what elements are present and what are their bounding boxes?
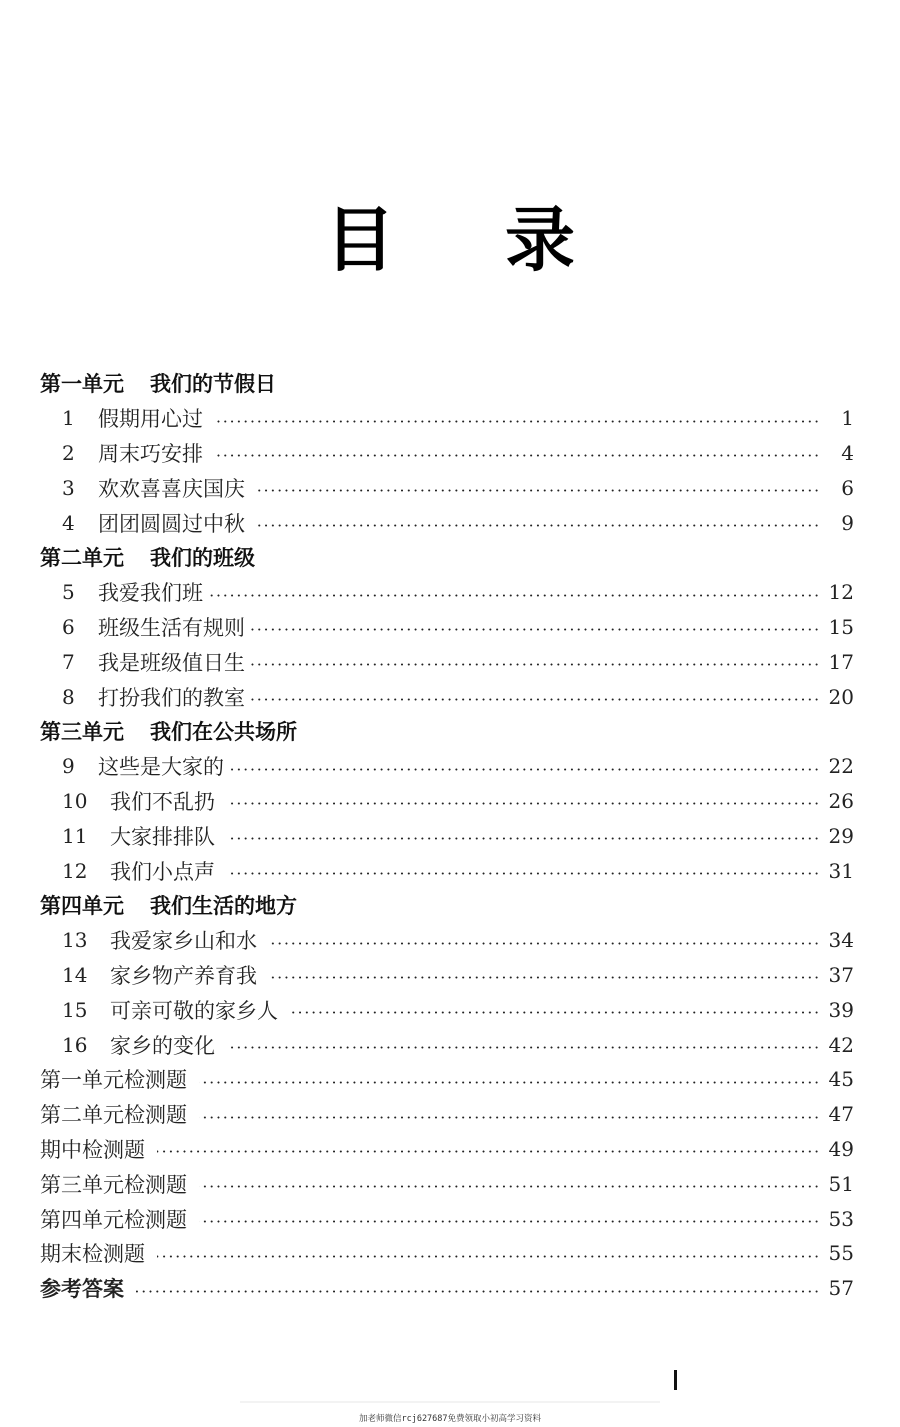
page-number: 17	[828, 649, 854, 674]
toc-entry-lesson-16[interactable]	[40, 1027, 854, 1062]
answers-title: 参考答案	[40, 1277, 124, 1302]
toc-entry-lesson-2[interactable]	[40, 436, 854, 471]
dot-leader	[215, 420, 820, 423]
page-number: 4	[841, 440, 854, 465]
toc-entry-lesson-14[interactable]	[40, 958, 854, 993]
unit-name: 我们的节假日	[150, 372, 276, 397]
lesson-title: 可亲可敬的家乡人	[110, 998, 278, 1023]
toc-entry-lesson-15[interactable]	[40, 992, 854, 1027]
unit-heading-2[interactable]	[40, 540, 854, 575]
lesson-title: 班级生活有规则	[98, 615, 245, 640]
dot-leader	[227, 837, 820, 840]
toc-entry-test-midterm[interactable]	[40, 1132, 854, 1167]
dot-leader	[209, 594, 820, 597]
toc-entry-test-unit-1[interactable]	[40, 1062, 854, 1097]
toc-entry-lesson-9[interactable]	[40, 749, 854, 784]
lesson-number: 3	[62, 475, 75, 500]
unit-heading-1[interactable]	[40, 366, 854, 401]
lesson-title: 我们小点声	[110, 859, 215, 884]
unit-name: 我们在公共场所	[150, 720, 297, 745]
page-number: 22	[828, 754, 854, 779]
dot-leader	[257, 489, 820, 492]
dot-leader	[199, 1220, 820, 1223]
toc-entry-lesson-13[interactable]	[40, 923, 854, 958]
toc-entry-test-unit-3[interactable]	[40, 1166, 854, 1201]
lesson-number: 4	[62, 510, 75, 535]
lesson-title: 打扮我们的教室	[98, 685, 245, 710]
dot-leader	[199, 1116, 820, 1119]
page-number: 12	[828, 580, 854, 605]
page-number: 31	[828, 858, 854, 883]
lesson-title: 这些是大家的	[98, 755, 224, 780]
toc-entry-lesson-12[interactable]	[40, 853, 854, 888]
dot-leader	[269, 976, 820, 979]
lesson-number: 13	[62, 928, 88, 953]
lesson-number: 5	[62, 580, 75, 605]
lesson-number: 9	[62, 754, 75, 779]
unit-label: 第二单元	[40, 546, 124, 571]
page-number: 53	[828, 1206, 854, 1231]
page-number: 51	[828, 1171, 854, 1196]
lesson-title: 周末巧安排	[98, 441, 203, 466]
dot-leader	[227, 1046, 820, 1049]
page-edge-mark	[674, 1370, 677, 1390]
dot-leader	[199, 1081, 820, 1084]
lesson-title: 团团圆圆过中秋	[98, 511, 245, 536]
test-title: 第三单元检测题	[40, 1172, 187, 1197]
table-of-contents	[40, 366, 854, 1306]
lesson-title: 家乡的变化	[110, 1033, 215, 1058]
dot-leader	[136, 1290, 820, 1293]
page-number: 49	[828, 1136, 854, 1161]
page-number: 42	[828, 1032, 854, 1057]
page-number: 34	[828, 928, 854, 953]
dot-leader	[215, 454, 820, 457]
lesson-title: 我爱我们班	[98, 581, 203, 606]
toc-entry-lesson-8[interactable]	[40, 679, 854, 714]
page-number: 39	[828, 997, 854, 1022]
page-number: 15	[828, 614, 854, 639]
page-number: 45	[828, 1067, 854, 1092]
page-number: 1	[841, 406, 854, 431]
lesson-number: 7	[62, 649, 75, 674]
dot-leader	[251, 698, 820, 701]
toc-entry-test-unit-4[interactable]	[40, 1201, 854, 1236]
lesson-number: 1	[62, 406, 75, 431]
lesson-title: 我爱家乡山和水	[110, 929, 257, 954]
toc-entry-lesson-6[interactable]	[40, 610, 854, 645]
dot-leader	[251, 628, 820, 631]
lesson-title: 大家排排队	[110, 824, 215, 849]
faint-scan-line	[240, 1401, 660, 1403]
lesson-title: 我是班级值日生	[98, 650, 245, 675]
page-number: 29	[828, 823, 854, 848]
dot-leader	[290, 1011, 820, 1014]
unit-label: 第一单元	[40, 372, 124, 397]
test-title: 期中检测题	[40, 1137, 145, 1162]
page-title	[0, 200, 900, 280]
unit-heading-3[interactable]	[40, 714, 854, 749]
unit-name: 我们的班级	[150, 546, 255, 571]
toc-entry-answers[interactable]	[40, 1271, 854, 1306]
lesson-title: 假期用心过	[98, 407, 203, 432]
dot-leader	[157, 1255, 820, 1258]
lesson-number: 11	[62, 823, 88, 848]
unit-label: 第三单元	[40, 720, 124, 745]
dot-leader	[157, 1150, 820, 1153]
toc-entry-test-unit-2[interactable]	[40, 1097, 854, 1132]
lesson-number: 6	[62, 614, 75, 639]
lesson-title: 欢欢喜喜庆国庆	[98, 476, 245, 501]
page-number: 57	[828, 1276, 854, 1301]
unit-label: 第四单元	[40, 894, 124, 919]
title-char-2: 录	[505, 199, 575, 281]
lesson-number: 2	[62, 440, 75, 465]
page-number: 20	[828, 684, 854, 709]
footer-watermark: 加老师微信rcj627687免费领取小初高学习资料	[358, 1414, 542, 1424]
lesson-title: 家乡物产养育我	[110, 963, 257, 988]
toc-entry-lesson-11[interactable]	[40, 818, 854, 853]
toc-entry-lesson-5[interactable]	[40, 575, 854, 610]
page-number: 9	[841, 510, 854, 535]
test-title: 第四单元检测题	[40, 1207, 187, 1232]
page-number: 47	[828, 1102, 854, 1127]
lesson-number: 14	[62, 962, 88, 987]
toc-entry-lesson-10[interactable]	[40, 784, 854, 819]
toc-entry-lesson-1[interactable]	[40, 401, 854, 436]
dot-leader	[251, 663, 820, 666]
unit-heading-4[interactable]	[40, 888, 854, 923]
toc-entry-lesson-3[interactable]	[40, 470, 854, 505]
lesson-number: 12	[62, 858, 88, 883]
toc-entry-lesson-7[interactable]	[40, 644, 854, 679]
test-title: 第一单元检测题	[40, 1068, 187, 1093]
title-char-1: 目	[325, 199, 395, 281]
dot-leader	[230, 768, 820, 771]
dot-leader	[227, 802, 820, 805]
lesson-number: 16	[62, 1032, 88, 1057]
test-title: 期末检测题	[40, 1242, 145, 1267]
test-title: 第二单元检测题	[40, 1103, 187, 1128]
dot-leader	[199, 1185, 820, 1188]
page-number: 6	[841, 475, 854, 500]
lesson-number: 8	[62, 684, 75, 709]
dot-leader	[257, 524, 820, 527]
page-number: 37	[828, 962, 854, 987]
dot-leader	[227, 872, 820, 875]
page-number: 55	[828, 1241, 854, 1266]
toc-entry-test-final[interactable]	[40, 1236, 854, 1271]
unit-name: 我们生活的地方	[150, 894, 297, 919]
dot-leader	[269, 942, 820, 945]
lesson-title: 我们不乱扔	[110, 789, 215, 814]
toc-entry-lesson-4[interactable]	[40, 505, 854, 540]
lesson-number: 10	[62, 788, 88, 813]
page-number: 26	[828, 788, 854, 813]
lesson-number: 15	[62, 997, 88, 1022]
